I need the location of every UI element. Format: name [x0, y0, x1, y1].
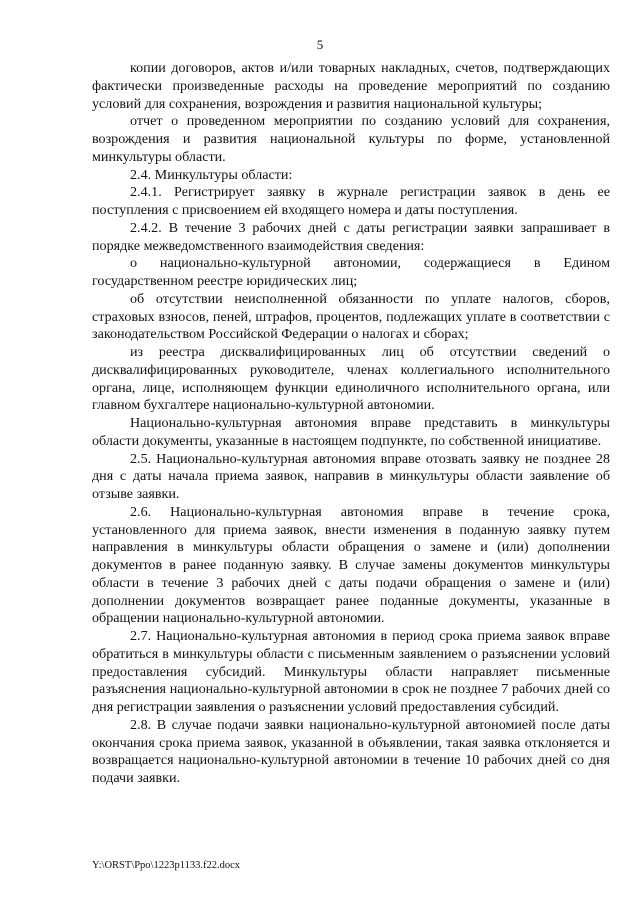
- paragraph-2-6: 2.6. Национально-культурная автономия вправе в течение срока, установленного для приема заявок, внести изменения в поданную заявку путем направления в минкультуры области обращения о замене и (или) дополнении документов в ранее поданную заявку. В случае замены документов минкультуры области в течение 3 рабочих дней с даты подачи обращения о замене и (или) дополнении документов возвращает ранее поданные документы, указанные в обращении национально-культурной автономии.: [92, 503, 610, 627]
- document-body: [92, 60, 610, 788]
- paragraph-event-report: отчет о проведенном мероприятии по созданию условий для сохранения, возрождения и развития национальной культуры по форме, установленной минкультуры области.: [92, 113, 610, 165]
- paragraph-2-4-1: 2.4.1. Регистрирует заявку в журнале регистрации заявок в день ее поступления с присвоением ей входящего номера и даты поступления.: [92, 184, 610, 218]
- paragraph-invoices-copies: копии договоров, актов и/или товарных накладных, счетов, подтверждающих фактически произведенные расходы на проведение мероприятий по созданию условий для сохранения, возрождения и развития национальной культуры;: [92, 60, 610, 112]
- paragraph-own-initiative: Национально-культурная автономия вправе представить в минкультуры области документы, указанные в настоящем подпункте, по собственной инициативе.: [92, 415, 610, 449]
- paragraph-tax-obligations: об отсутствии неисполненной обязанности по уплате налогов, сборов, страховых взносов, пеней, штрафов, процентов, подлежащих уплате в соответствии с законодательством Российской Федерации о налогах и сборах;: [92, 290, 610, 343]
- footer-file-path: Y:\ORST\Ppo\1223p1133.f22.docx: [92, 860, 240, 871]
- paragraph-egrul-info: о национально-культурной автономии, содержащиеся в Едином государственном реестре юридических лиц;: [92, 255, 610, 289]
- page-number: 5: [316, 37, 324, 52]
- paragraph-2-7: 2.7. Национально-культурная автономия в период срока приема заявок вправе обратиться в минкультуры области с письменным заявлением о разъяснении условий предоставления субсидий. Минкультуры области направляет письменные разъяснения национально-культурной автономии в срок не позднее 7 рабочих дней со дня регистрации заявления о разъяснении условий предоставления субсидий.: [92, 628, 610, 715]
- paragraph-2-4-2: 2.4.2. В течение 3 рабочих дней с даты регистрации заявки запрашивает в порядке межведомственного взаимодействия сведения:: [92, 219, 610, 254]
- paragraph-2-4-heading: 2.4. Минкультуры области:: [130, 166, 293, 183]
- paragraph-disqualified-registry: из реестра дисквалифицированных лиц об отсутствии сведений о дисквалифицированных руководителе, членах коллегиального исполнительного органа, лице, исполняющем функции единоличного исполнительного органа, или главном бухгалтере национально-культурной автономии.: [92, 344, 610, 414]
- paragraph-2-5: 2.5. Национально-культурная автономия вправе отозвать заявку не позднее 28 дня с даты начала приема заявок, направив в минкультуры области заявление об отзыве заявки.: [92, 450, 610, 502]
- paragraph-2-8: 2.8. В случае подачи заявки национально-культурной автономией после даты окончания срока приема заявок, указанной в объявлении, такая заявка отклоняется и возвращается национально-культурной автономии в течение 10 рабочих дней со дня подачи заявки.: [92, 716, 610, 786]
